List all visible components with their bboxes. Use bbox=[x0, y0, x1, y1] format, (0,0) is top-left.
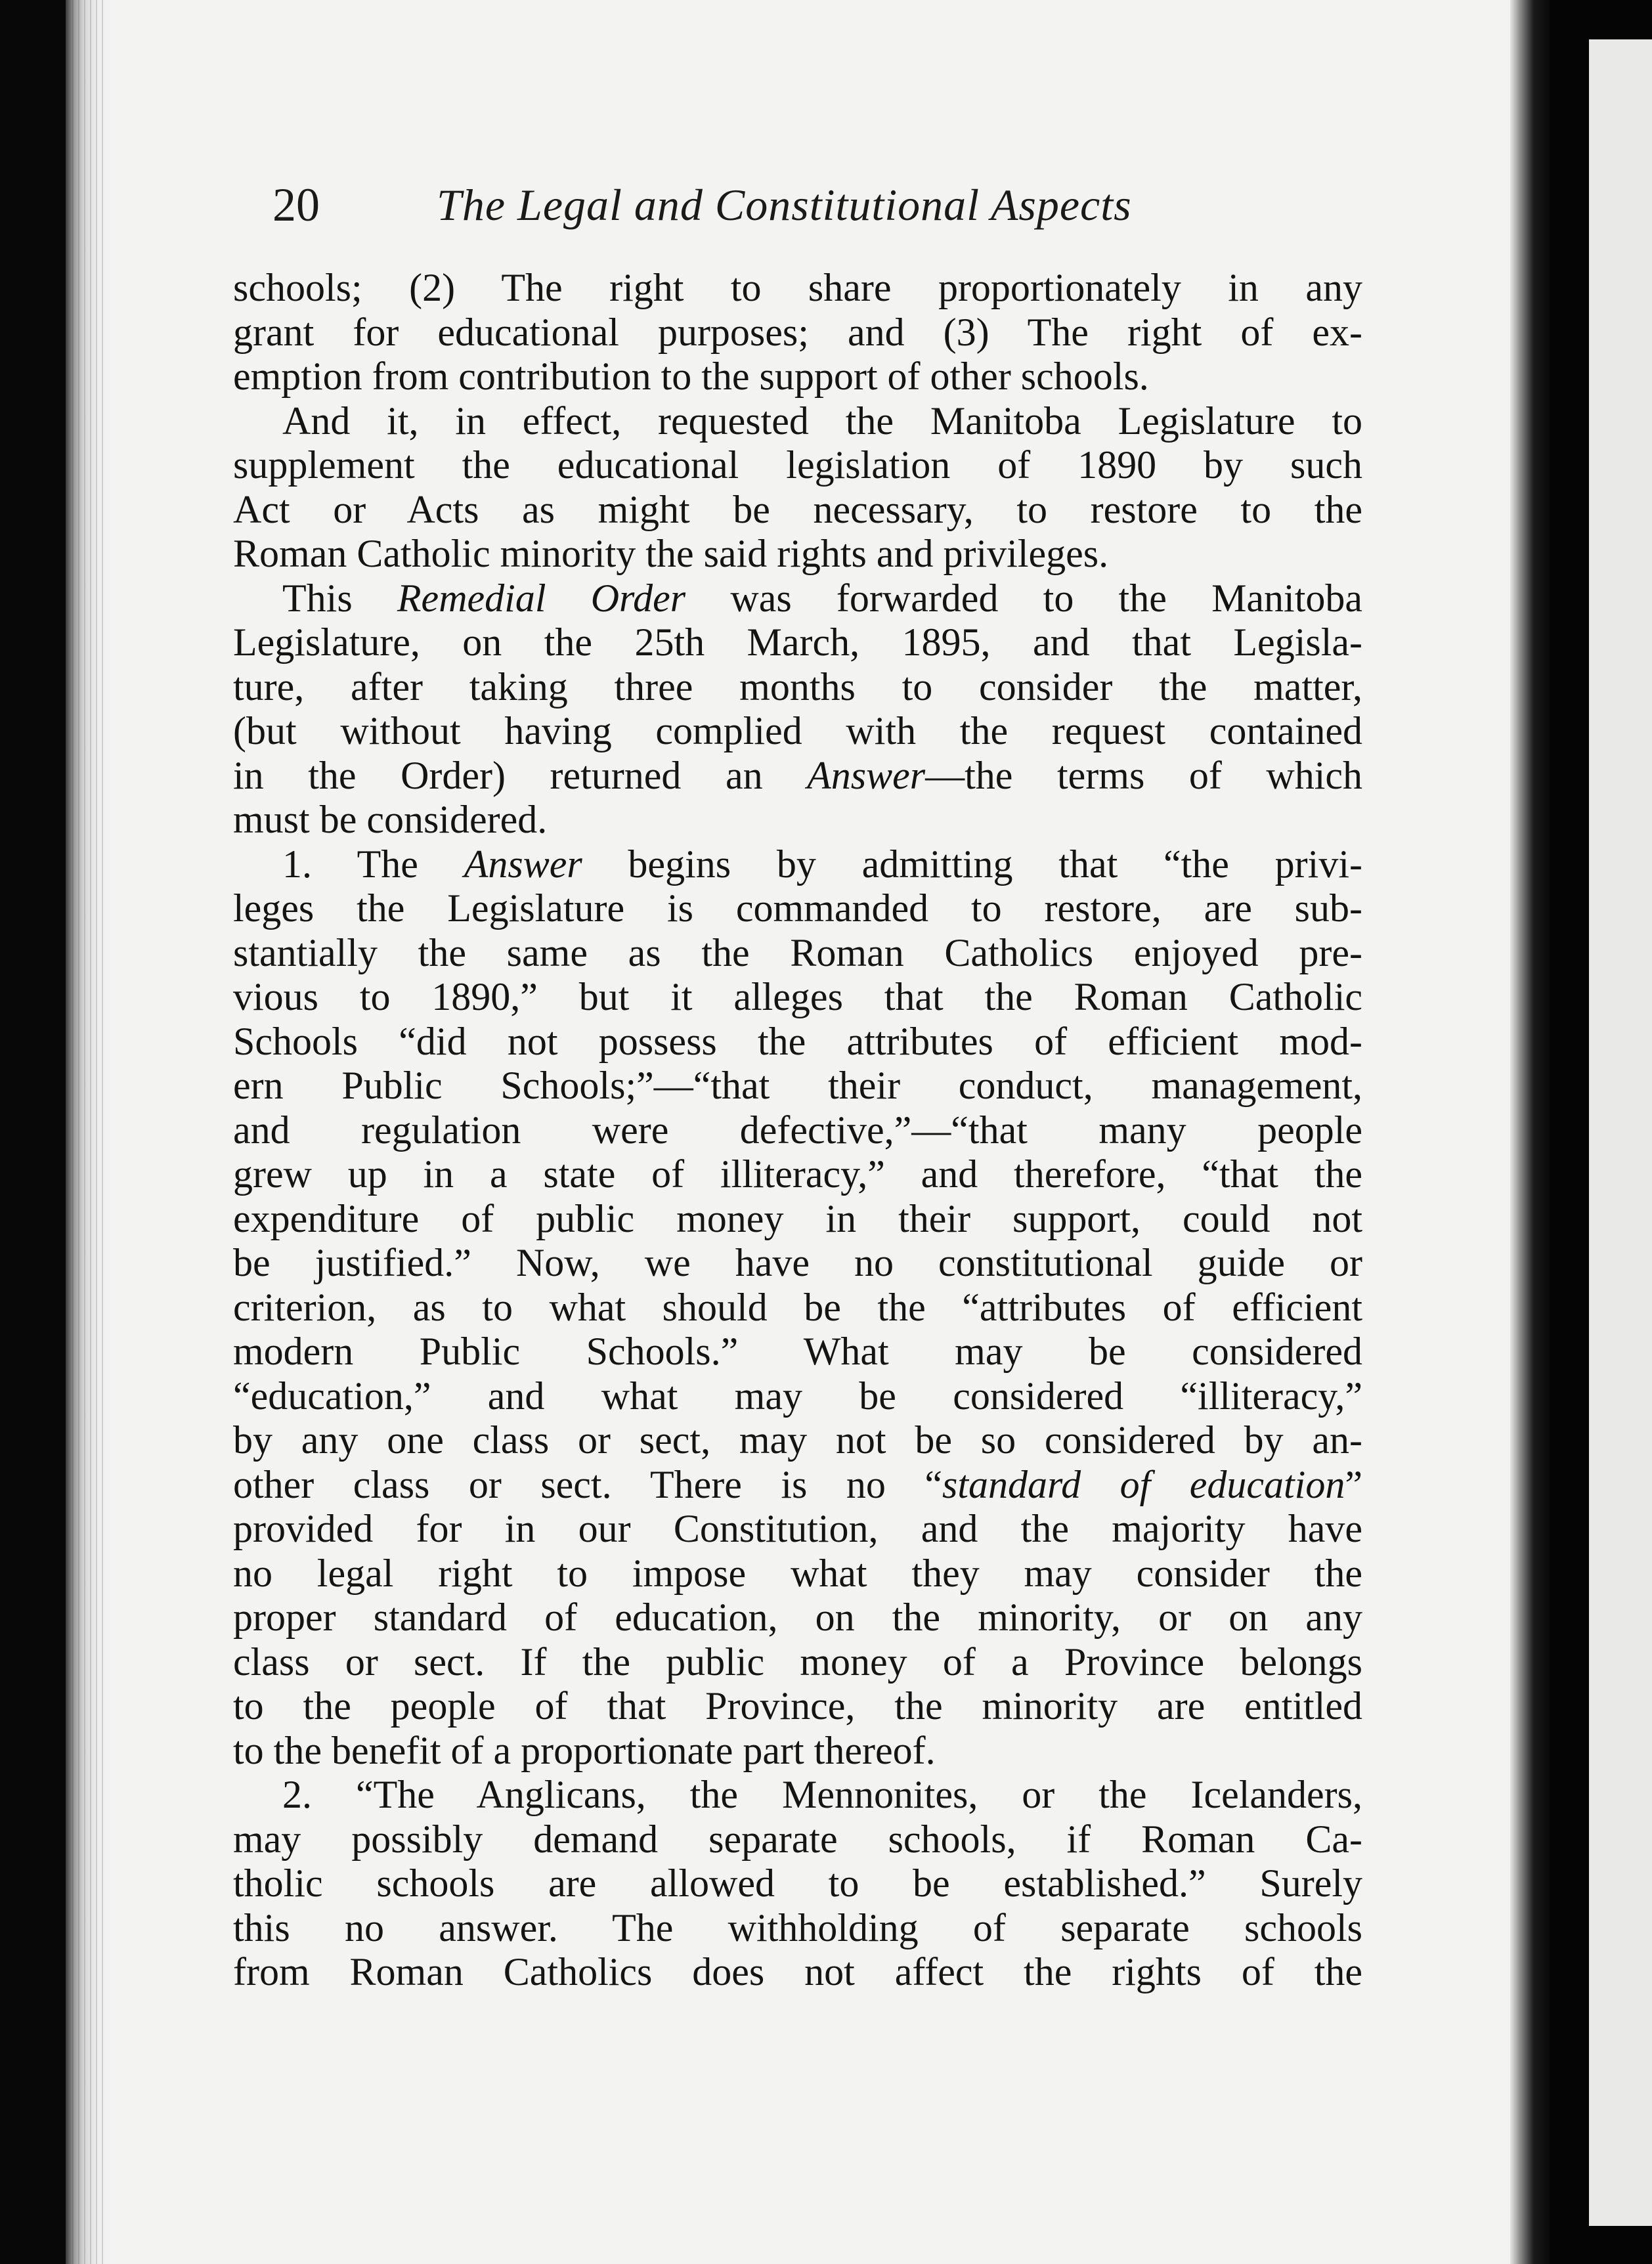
text-line: And it, in effect, requested the Manitoba Legislature to bbox=[282, 399, 1362, 443]
text-line: grant for educational purposes; and (3) The right of ex- bbox=[233, 310, 1362, 354]
text-line: expenditure of public money in their support, could not bbox=[233, 1196, 1362, 1240]
text-line: and regulation were defective,”—“that many people bbox=[233, 1108, 1362, 1152]
text-line: proper standard of education, on the minority, or on any bbox=[233, 1596, 1362, 1639]
text-line: must be considered. bbox=[233, 798, 548, 841]
running-title: The Legal and Constitutional Aspects bbox=[437, 180, 1132, 230]
page-fold-shadow bbox=[1510, 0, 1550, 2264]
text-line: supplement the educational legislation of 1890 by such bbox=[233, 443, 1362, 487]
text-line: by any one class or sect, may not be so considered by an- bbox=[233, 1418, 1362, 1462]
text-line: This Remedial Order was forwarded to the Manitoba bbox=[282, 576, 1363, 620]
page-number: 20 bbox=[272, 179, 320, 231]
text-line: may possibly demand separate schools, if Roman Ca- bbox=[233, 1817, 1362, 1861]
text-line: (but without having complied with the request contained bbox=[233, 709, 1362, 752]
text-line: criterion, as to what should be the “attributes of efficient bbox=[233, 1285, 1362, 1329]
text-line: Legislature, on the 25th March, 1895, and that Legisla- bbox=[233, 620, 1362, 664]
text-line: “education,” and what may be considered “illiteracy,” bbox=[233, 1374, 1362, 1418]
text-line: class or sect. If the public money of a Province belongs bbox=[233, 1640, 1362, 1684]
text-line: Act or Acts as might be necessary, to restore to the bbox=[233, 487, 1362, 531]
text-line: this no answer. The withholding of separate schools bbox=[233, 1905, 1362, 1949]
text-line: stantially the same as the Roman Catholics enjoyed pre- bbox=[233, 930, 1362, 974]
body-text bbox=[233, 266, 1362, 1995]
binding-texture bbox=[72, 0, 105, 2264]
text-line: grew up in a state of illiteracy,” and therefore, “that the bbox=[233, 1152, 1362, 1196]
text-line: no legal right to impose what they may consider the bbox=[233, 1551, 1362, 1595]
text-line: Roman Catholic minority the said rights and privileges. bbox=[233, 532, 1109, 575]
text-line: to the people of that Province, the minority are entitled bbox=[233, 1684, 1362, 1728]
page-header bbox=[272, 172, 1231, 244]
text-line: provided for in our Constitution, and the majority have bbox=[233, 1507, 1362, 1550]
text-line: modern Public Schools.” What may be considered bbox=[233, 1330, 1362, 1373]
text-line: schools; (2) The right to share proportionately in any bbox=[233, 266, 1362, 309]
text-line: to the benefit of a proportionate part thereof. bbox=[233, 1728, 936, 1772]
text-line: tholic schools are allowed to be established.” Surely bbox=[233, 1861, 1362, 1905]
text-line: Schools “did not possess the attributes of efficient mod- bbox=[233, 1019, 1362, 1063]
facing-page-edge bbox=[1589, 39, 1652, 2226]
text-line: other class or sect. There is no “standard of education” bbox=[233, 1462, 1362, 1506]
text-line: ern Public Schools;”—“that their conduct, management, bbox=[233, 1064, 1362, 1107]
text-line: 1. The Answer begins by admitting that “the privi- bbox=[282, 842, 1362, 886]
text-line: vious to 1890,” but it alleges that the Roman Catholic bbox=[233, 975, 1362, 1018]
text-line: be justified.” Now, we have no constitutional guide or bbox=[233, 1241, 1362, 1284]
text-line: emption from contribution to the support of other schools. bbox=[233, 355, 1149, 398]
text-line: ture, after taking three months to consider the matter, bbox=[233, 664, 1362, 708]
scan-margin-left bbox=[0, 0, 66, 2264]
text-line: leges the Legislature is commanded to restore, are sub- bbox=[233, 886, 1362, 930]
text-line: in the Order) returned an Answer—the terms of which bbox=[233, 753, 1362, 797]
text-line: 2. “The Anglicans, the Mennonites, or the Icelanders, bbox=[282, 1773, 1362, 1816]
text-line: from Roman Catholics does not affect the rights of the bbox=[233, 1950, 1362, 1993]
